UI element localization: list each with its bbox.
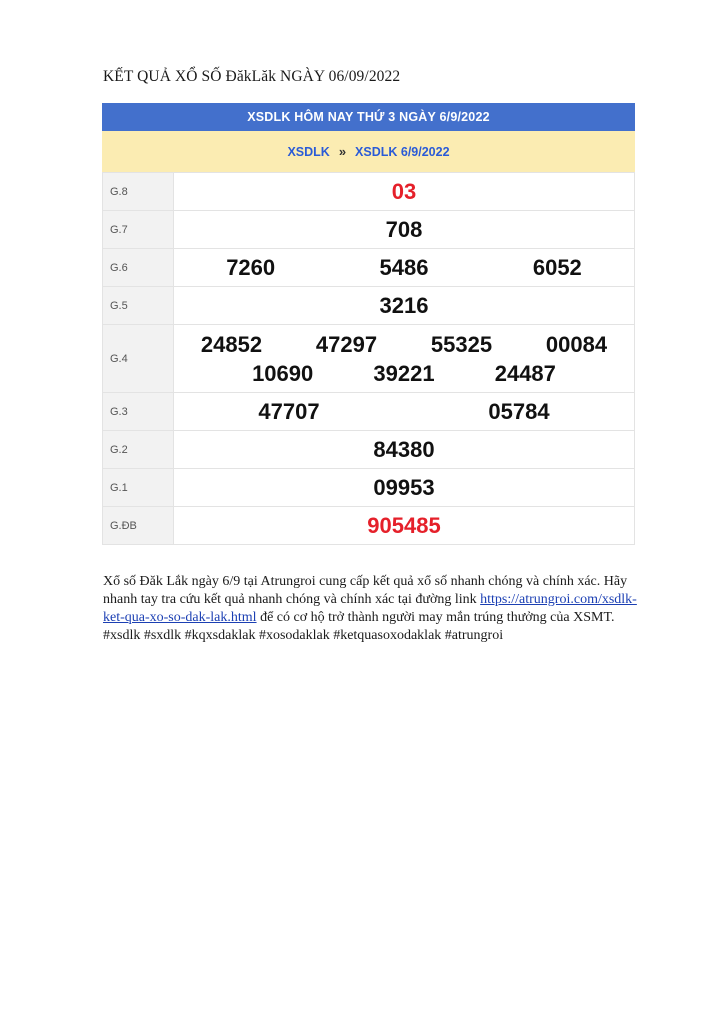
article-outro: để có cơ hộ trở thành người may mắn trúng thưởng của XSMT. <box>260 610 615 625</box>
prize-label: G.5 <box>103 287 174 325</box>
lottery-results-panel <box>102 103 635 545</box>
prize-number: 47297 <box>315 331 378 357</box>
prize-table <box>102 172 635 545</box>
breadcrumb-current-link[interactable]: XSDLK 6/9/2022 <box>355 144 450 159</box>
prize-number: 05784 <box>488 399 550 424</box>
prize-number: 6052 <box>532 255 582 280</box>
prize-number: 47707 <box>258 399 320 424</box>
prize-number: 3216 <box>379 293 429 318</box>
article-intro: Xổ số Đăk Lắk ngày 6/9 tại Atrungroi cung cấp kết quả xổ số nhanh chóng và chính xác. Hãy nhanh tay tra cứu kết quả nhanh chóng và chính xác tại đường link <box>103 574 628 607</box>
results-link[interactable]: https://atrungroi.com/xsdlk-ket-qua-xo-so-dak-lak.html <box>103 592 637 625</box>
prize-row-g6 <box>103 249 635 287</box>
article-paragraph <box>103 573 643 627</box>
prize-label: G.7 <box>103 211 174 249</box>
prize-row-g5 <box>103 287 635 325</box>
prize-number: 00084 <box>545 331 608 357</box>
prize-number: 24487 <box>494 360 556 386</box>
results-banner: XSDLK HÔM NAY THỨ 3 NGÀY 6/9/2022 <box>102 103 635 131</box>
prize-label: G.8 <box>103 173 174 211</box>
prize-label: G.ĐB <box>103 507 174 545</box>
breadcrumb <box>102 131 635 172</box>
prize-number: 5486 <box>379 255 429 280</box>
prize-row-g2 <box>103 431 635 469</box>
prize-label: G.6 <box>103 249 174 287</box>
prize-number: 708 <box>385 217 423 242</box>
prize-label: G.4 <box>103 325 174 393</box>
hashtags: #xsdlk #sxdlk #kqxsdaklak #xosodaklak #ketquasoxodaklak #atrungroi <box>103 628 504 643</box>
prize-row-g3 <box>103 393 635 431</box>
prize-number: 84380 <box>373 437 435 462</box>
prize-number: 7260 <box>226 255 276 280</box>
prize-number: 09953 <box>373 475 435 500</box>
prize-row-g7 <box>103 211 635 249</box>
breadcrumb-home-link[interactable]: XSDLK <box>287 144 330 159</box>
prize-label: G.3 <box>103 393 174 431</box>
prize-number: 10690 <box>252 360 314 386</box>
prize-row-g1 <box>103 469 635 507</box>
document-title: KẾT QUẢ XỔ SỐ ĐăkLăk NGÀY 06/09/2022 <box>103 68 401 85</box>
breadcrumb-separator: » <box>338 144 347 159</box>
article-body <box>103 573 643 645</box>
prize-number: 55325 <box>430 331 493 357</box>
prize-row-special <box>103 507 635 545</box>
prize-number: 39221 <box>373 360 435 386</box>
prize-row-g8 <box>103 173 635 211</box>
prize-label: G.1 <box>103 469 174 507</box>
special-prize-number: 905485 <box>367 513 441 538</box>
prize-label: G.2 <box>103 431 174 469</box>
prize-number: 03 <box>391 179 417 204</box>
prize-row-g4 <box>103 325 635 393</box>
prize-number: 24852 <box>200 331 263 357</box>
